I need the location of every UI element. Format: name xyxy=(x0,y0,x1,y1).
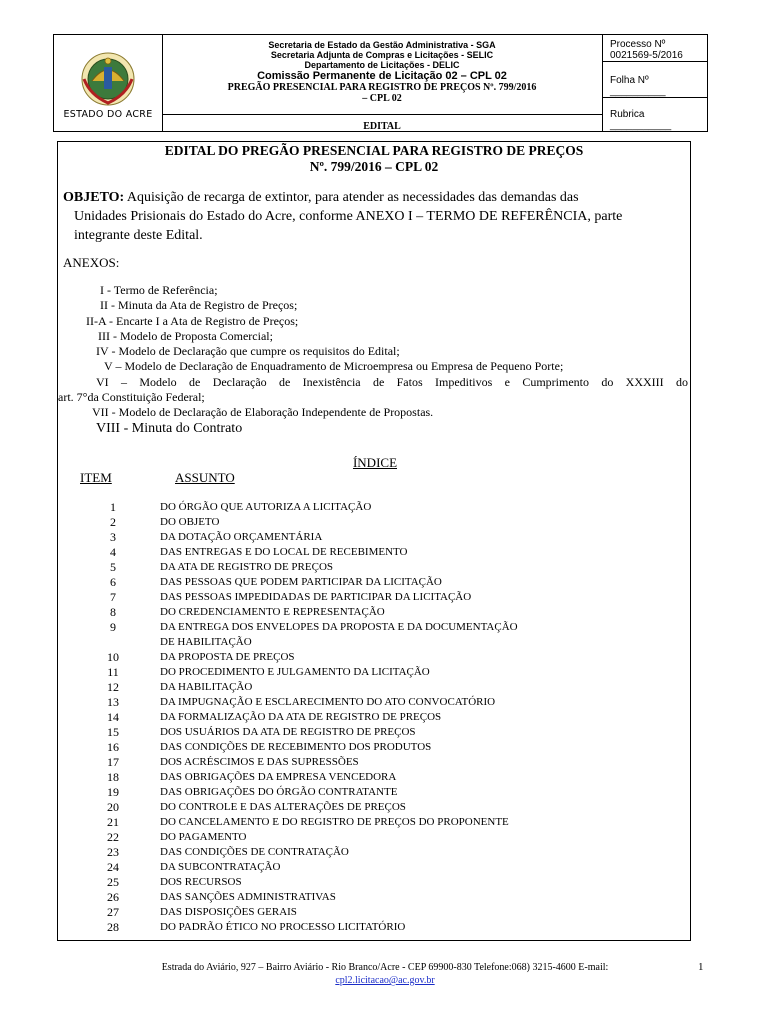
index-item-number: 11 xyxy=(107,665,119,679)
indice-heading: ÍNDICE xyxy=(352,455,398,470)
anexo-item: II-A - Encarte I a Ata de Registro de Preços; xyxy=(86,314,299,328)
header-comissao: Comissão Permanente de Licitação 02 – CPL 02 xyxy=(257,70,507,82)
index-row xyxy=(58,725,692,740)
index-item-subject: DA ATA DE REGISTRO DE PREÇOS xyxy=(160,561,334,573)
index-item-subject: DO CREDENCIAMENTO E REPRESENTAÇÃO xyxy=(160,606,385,618)
index-row xyxy=(58,590,692,605)
index-item-number: 28 xyxy=(107,920,119,934)
anexo-item: IV - Modelo de Declaração que cumpre os requisitos do Edital; xyxy=(96,344,400,358)
index-item-number: 20 xyxy=(107,800,119,814)
process-divider-2 xyxy=(602,97,707,98)
index-item-subject: DAS ENTREGAS E DO LOCAL DE RECEBIMENTO xyxy=(160,546,408,558)
index-row xyxy=(58,680,692,695)
index-item-subject: DA ENTREGA DOS ENVELOPES DA PROPOSTA E DA DOCUMENTAÇÃO xyxy=(160,621,518,633)
index-item-number: 13 xyxy=(107,695,119,709)
index-item-number: 10 xyxy=(107,650,119,664)
anexo-item: VII - Modelo de Declaração de Elaboração Independente de Propostas. xyxy=(92,405,434,419)
anexo-item: V – Modelo de Declaração de Enquadramento de Microempresa ou Empresa de Pequeno Porte; xyxy=(104,359,564,373)
header-process-cell xyxy=(602,35,707,131)
index-row xyxy=(58,815,692,830)
index-row xyxy=(58,515,692,530)
index-item-number: 12 xyxy=(107,680,119,694)
index-row xyxy=(58,890,692,905)
index-item-subject: DAS CONDIÇÕES DE CONTRATAÇÃO xyxy=(160,846,349,858)
index-item-subject: DAS CONDIÇÕES DE RECEBIMENTO DOS PRODUTOS xyxy=(160,741,432,753)
objeto-label: OBJETO: xyxy=(63,190,125,205)
header-divider xyxy=(162,114,602,115)
index-item-subject: DO CANCELAMENTO E DO REGISTRO DE PREÇOS DO PROPONENTE xyxy=(160,816,509,828)
index-item-number: 18 xyxy=(107,770,119,784)
index-item-subject: DO CONTROLE E DAS ALTERAÇÕES DE PREÇOS xyxy=(160,801,406,813)
index-item-subject: DOS ACRÉSCIMOS E DAS SUPRESSÕES xyxy=(160,756,359,768)
index-row xyxy=(58,845,692,860)
page-number: 1 xyxy=(698,961,704,973)
index-row xyxy=(58,740,692,755)
rubrica-field: Rubrica ___________ xyxy=(610,109,672,131)
processo-number: Processo Nº 0021569-5/2016 xyxy=(610,39,683,61)
anexo-item: II - Minuta da Ata de Registro de Preços; xyxy=(100,298,298,312)
index-item-subject: DA DOTAÇÃO ORÇAMENTÁRIA xyxy=(160,531,323,543)
index-row xyxy=(58,575,692,590)
index-item-number: 4 xyxy=(110,545,116,559)
index-row xyxy=(58,695,692,710)
index-row xyxy=(58,770,692,785)
index-row xyxy=(58,635,692,650)
process-divider-1 xyxy=(602,61,707,62)
index-item-number: 15 xyxy=(107,725,119,739)
anexo-item-continuation: art. 7°da Constituição Federal; xyxy=(58,390,205,404)
index-row xyxy=(58,860,692,875)
index-item-subject: DO OBJETO xyxy=(160,516,220,528)
objeto-text-1: Aquisição de recarga de extintor, para atender as necessidades das demandas das xyxy=(124,190,579,205)
header-institution-cell xyxy=(162,35,603,131)
index-item-subject: DAS SANÇÕES ADMINISTRATIVAS xyxy=(160,891,336,903)
objeto-text-3: integrante deste Edital. xyxy=(74,228,203,243)
index-row xyxy=(58,800,692,815)
column-header-item: ITEM xyxy=(80,470,112,485)
index-item-subject: DAS OBRIGAÇÕES DO ÓRGÃO CONTRATANTE xyxy=(160,786,398,798)
column-header-assunto: ASSUNTO xyxy=(175,470,235,485)
index-row xyxy=(58,905,692,920)
index-item-subject: DAS PESSOAS QUE PODEM PARTICIPAR DA LICITAÇÃO xyxy=(160,576,442,588)
edital-body xyxy=(57,141,691,941)
index-item-subject: DO PAGAMENTO xyxy=(160,831,247,843)
index-row xyxy=(58,605,692,620)
header-line-delic: Departamento de Licitações - DELIC xyxy=(304,60,460,70)
objeto-text-2: Unidades Prisionais do Estado do Acre, conforme ANEXO I – TERMO DE REFERÊNCIA, parte xyxy=(74,209,623,224)
index-item-number: 25 xyxy=(107,875,119,889)
index-item-number: 24 xyxy=(107,860,119,874)
objeto-paragraph xyxy=(63,188,685,245)
index-item-number: 27 xyxy=(107,905,119,919)
acre-coat-of-arms-icon xyxy=(80,51,136,107)
header-edital: EDITAL xyxy=(363,121,401,132)
index-item-subject: DAS OBRIGAÇÕES DA EMPRESA VENCEDORA xyxy=(160,771,397,783)
index-row xyxy=(58,560,692,575)
header-cpl: – CPL 02 xyxy=(362,93,402,104)
index-item-number: 8 xyxy=(110,605,116,619)
index-item-subject: DA HABILITAÇÃO xyxy=(160,681,253,693)
footer-address: Estrada do Aviário, 927 – Bairro Aviário - Rio Branco/Acre - CEP 69900-830 Telefone:068) 3215-4600 E-mail: xyxy=(161,962,609,973)
index-item-number: 22 xyxy=(107,830,119,844)
index-row xyxy=(58,755,692,770)
index-item-subject: DA SUBCONTRATAÇÃO xyxy=(160,861,281,873)
index-row xyxy=(58,530,692,545)
index-item-number: 16 xyxy=(107,740,119,754)
anexo-item: I - Termo de Referência; xyxy=(100,283,218,297)
index-item-number: 26 xyxy=(107,890,119,904)
index-item-number: 9 xyxy=(110,620,116,634)
index-item-number: 23 xyxy=(107,845,119,859)
index-item-subject: DA PROPOSTA DE PREÇOS xyxy=(160,651,295,663)
indice-list xyxy=(58,500,692,935)
header-pregao: PREGÃO PRESENCIAL PARA REGISTRO DE PREÇOS Nº. 799/2016 xyxy=(227,82,537,93)
document-header xyxy=(53,34,708,132)
index-row xyxy=(58,710,692,725)
index-item-number: 6 xyxy=(110,575,116,589)
index-item-number: 14 xyxy=(107,710,119,724)
index-item-subject: DAS DISPOSIÇÕES GERAIS xyxy=(160,906,297,918)
index-item-number: 5 xyxy=(110,560,116,574)
header-logo-cell xyxy=(54,35,163,131)
index-item-subject: DA FORMALIZAÇÃO DA ATA DE REGISTRO DE PREÇOS xyxy=(160,711,442,723)
index-item-subject: DOS USUÁRIOS DA ATA DE REGISTRO DE PREÇOS xyxy=(160,726,416,738)
index-row xyxy=(58,830,692,845)
anexo-item: III - Modelo de Proposta Comercial; xyxy=(98,329,273,343)
index-item-subject: DO PROCEDIMENTO E JULGAMENTO DA LICITAÇÃO xyxy=(160,666,430,678)
index-row xyxy=(58,500,692,515)
page-footer xyxy=(0,961,770,987)
index-row xyxy=(58,545,692,560)
edital-title-line2: Nº. 799/2016 – CPL 02 xyxy=(309,159,439,174)
index-row xyxy=(58,920,692,935)
index-item-number: 17 xyxy=(107,755,119,769)
index-row xyxy=(58,665,692,680)
header-line-sga: Secretaria de Estado da Gestão Administrativa - SGA xyxy=(268,40,496,50)
anexo-item: VIII - Minuta do Contrato xyxy=(96,421,243,436)
index-row xyxy=(58,785,692,800)
index-row xyxy=(58,875,692,890)
index-item-subject: DO PADRÃO ÉTICO NO PROCESSO LICITATÓRIO xyxy=(160,921,406,933)
index-item-subject: DE HABILITAÇÃO xyxy=(160,636,252,648)
index-row xyxy=(58,650,692,665)
anexos-heading: ANEXOS: xyxy=(63,255,120,270)
index-item-number: 19 xyxy=(107,785,119,799)
index-item-number: 7 xyxy=(110,590,116,604)
folha-field: Folha Nº __________ xyxy=(610,75,666,97)
index-item-subject: DA IMPUGNAÇÃO E ESCLARECIMENTO DO ATO CONVOCATÓRIO xyxy=(160,696,496,708)
index-row xyxy=(58,620,692,635)
index-item-subject: DOS RECURSOS xyxy=(160,876,242,888)
anexo-item: VI – Modelo de Declaração de Inexistência de Fatos Impeditivos e Cumprimento do XXXIII do xyxy=(96,375,688,389)
index-item-subject: DO ÓRGÃO QUE AUTORIZA A LICITAÇÃO xyxy=(160,501,372,513)
index-item-number: 3 xyxy=(110,530,116,544)
index-item-subject: DAS PESSOAS IMPEDIDADAS DE PARTICIPAR DA LICITAÇÃO xyxy=(160,591,472,603)
estado-label: ESTADO DO ACRE xyxy=(63,109,153,120)
edital-title-line1: EDITAL DO PREGÃO PRESENCIAL PARA REGISTRO DE PREÇOS xyxy=(164,143,584,158)
index-item-number: 2 xyxy=(110,515,116,529)
header-line-selic: Secretaria Adjunta de Compras e Licitações - SELIC xyxy=(270,50,494,60)
index-item-number: 1 xyxy=(110,500,116,514)
index-item-number: 21 xyxy=(107,815,119,829)
footer-email-link[interactable]: cpl2.licitacao@ac.gov.br xyxy=(335,975,435,986)
